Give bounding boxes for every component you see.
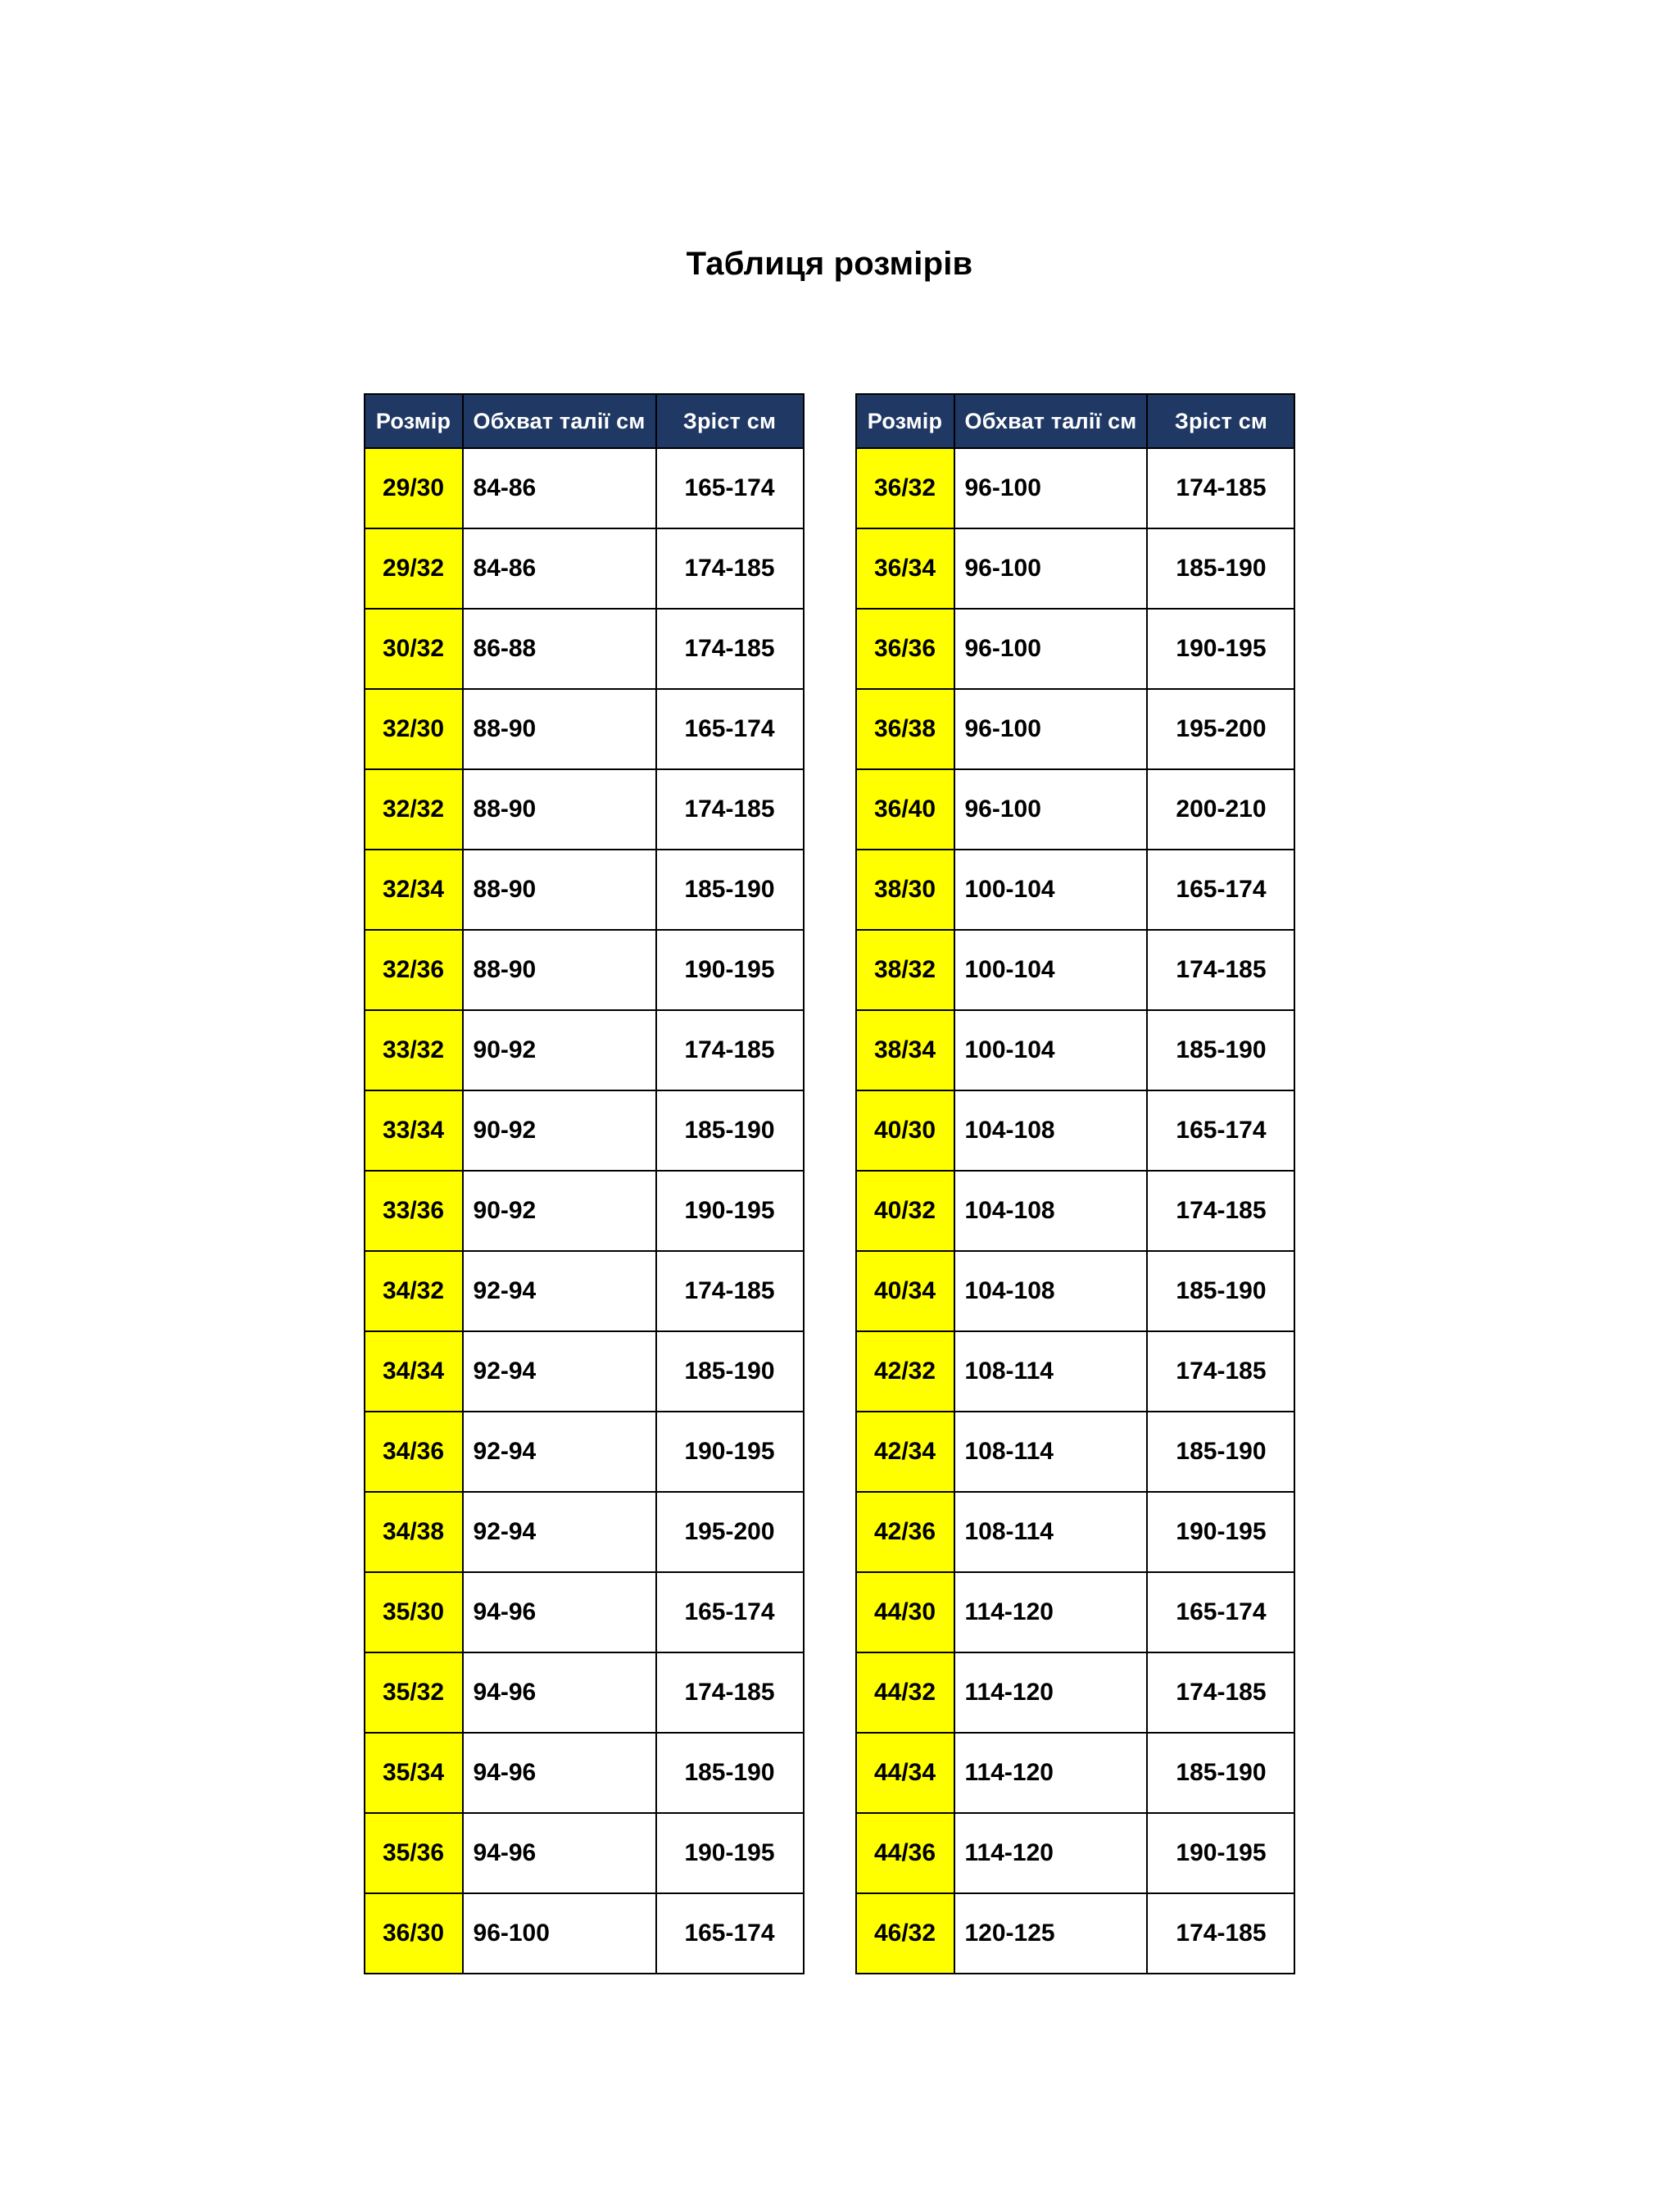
table-row	[365, 1652, 804, 1733]
cell-waist: 114-120	[954, 1813, 1148, 1893]
column-header-height: Зріст см	[1147, 394, 1294, 448]
table-row	[365, 1171, 804, 1251]
right-table-header	[856, 394, 1295, 448]
table-row	[365, 850, 804, 930]
table-row	[365, 1572, 804, 1652]
table-row	[856, 1090, 1295, 1171]
cell-waist: 108-114	[954, 1331, 1148, 1412]
cell-size: 34/38	[365, 1492, 463, 1572]
cell-height: 200-210	[1147, 769, 1294, 850]
cell-waist: 104-108	[954, 1090, 1148, 1171]
cell-height: 185-190	[656, 1733, 804, 1813]
cell-height: 190-195	[656, 1813, 804, 1893]
cell-waist: 90-92	[463, 1171, 656, 1251]
cell-height: 165-174	[656, 448, 804, 528]
table-row	[856, 1652, 1295, 1733]
table-row	[365, 1010, 804, 1090]
cell-size: 32/30	[365, 689, 463, 769]
cell-size: 44/30	[856, 1572, 954, 1652]
cell-height: 190-195	[1147, 1813, 1294, 1893]
table-row	[365, 1412, 804, 1492]
cell-size: 35/30	[365, 1572, 463, 1652]
table-row	[365, 930, 804, 1010]
cell-height: 174-185	[656, 1010, 804, 1090]
cell-height: 165-174	[1147, 850, 1294, 930]
table-row	[856, 1492, 1295, 1572]
cell-size: 36/32	[856, 448, 954, 528]
cell-size: 38/34	[856, 1010, 954, 1090]
cell-size: 34/34	[365, 1331, 463, 1412]
cell-waist: 96-100	[954, 528, 1148, 609]
table-row	[856, 930, 1295, 1010]
cell-size: 40/34	[856, 1251, 954, 1331]
cell-waist: 96-100	[463, 1893, 656, 1974]
cell-size: 29/32	[365, 528, 463, 609]
cell-size: 40/32	[856, 1171, 954, 1251]
cell-waist: 114-120	[954, 1733, 1148, 1813]
cell-size: 32/36	[365, 930, 463, 1010]
cell-size: 44/32	[856, 1652, 954, 1733]
table-row	[365, 448, 804, 528]
cell-height: 190-195	[656, 930, 804, 1010]
cell-size: 33/36	[365, 1171, 463, 1251]
cell-size: 32/32	[365, 769, 463, 850]
cell-height: 190-195	[1147, 1492, 1294, 1572]
cell-height: 190-195	[656, 1171, 804, 1251]
cell-waist: 114-120	[954, 1652, 1148, 1733]
table-row	[365, 1893, 804, 1974]
table-row	[856, 1331, 1295, 1412]
cell-height: 190-195	[1147, 609, 1294, 689]
cell-height: 165-174	[1147, 1090, 1294, 1171]
column-header-waist: Обхват талії см	[463, 394, 656, 448]
cell-size: 35/36	[365, 1813, 463, 1893]
table-row	[365, 1733, 804, 1813]
cell-height: 174-185	[656, 1652, 804, 1733]
size-tables-container	[0, 393, 1659, 1974]
cell-size: 44/34	[856, 1733, 954, 1813]
cell-height: 174-185	[1147, 1652, 1294, 1733]
cell-height: 190-195	[656, 1412, 804, 1492]
cell-size: 30/32	[365, 609, 463, 689]
cell-waist: 92-94	[463, 1492, 656, 1572]
cell-waist: 96-100	[954, 689, 1148, 769]
table-row	[856, 1412, 1295, 1492]
cell-waist: 88-90	[463, 930, 656, 1010]
cell-waist: 100-104	[954, 930, 1148, 1010]
column-header-size: Розмір	[856, 394, 954, 448]
cell-waist: 96-100	[954, 609, 1148, 689]
cell-waist: 90-92	[463, 1010, 656, 1090]
cell-height: 185-190	[656, 1090, 804, 1171]
cell-height: 185-190	[1147, 1010, 1294, 1090]
cell-size: 42/34	[856, 1412, 954, 1492]
cell-size: 33/32	[365, 1010, 463, 1090]
cell-waist: 96-100	[954, 769, 1148, 850]
table-row	[365, 528, 804, 609]
table-row	[856, 1010, 1295, 1090]
cell-height: 165-174	[656, 1893, 804, 1974]
cell-height: 185-190	[1147, 1251, 1294, 1331]
table-row	[365, 1492, 804, 1572]
cell-height: 174-185	[656, 609, 804, 689]
cell-height: 165-174	[656, 1572, 804, 1652]
cell-height: 174-185	[1147, 448, 1294, 528]
table-row	[856, 1171, 1295, 1251]
cell-waist: 84-86	[463, 448, 656, 528]
cell-height: 185-190	[1147, 1412, 1294, 1492]
cell-waist: 120-125	[954, 1893, 1148, 1974]
cell-height: 174-185	[656, 1251, 804, 1331]
cell-waist: 104-108	[954, 1171, 1148, 1251]
cell-height: 185-190	[1147, 528, 1294, 609]
cell-size: 42/36	[856, 1492, 954, 1572]
cell-size: 34/32	[365, 1251, 463, 1331]
column-header-size: Розмір	[365, 394, 463, 448]
table-row	[856, 1733, 1295, 1813]
right-size-table	[855, 393, 1296, 1974]
page-title: Таблиця розмірів	[686, 246, 973, 282]
cell-waist: 88-90	[463, 769, 656, 850]
left-table-header	[365, 394, 804, 448]
cell-waist: 94-96	[463, 1572, 656, 1652]
cell-size: 35/34	[365, 1733, 463, 1813]
cell-waist: 94-96	[463, 1733, 656, 1813]
cell-waist: 92-94	[463, 1412, 656, 1492]
right-table-body	[856, 448, 1295, 1974]
table-row	[856, 528, 1295, 609]
cell-height: 174-185	[1147, 1171, 1294, 1251]
left-size-table	[364, 393, 805, 1974]
cell-size: 42/32	[856, 1331, 954, 1412]
cell-size: 32/34	[365, 850, 463, 930]
cell-size: 38/32	[856, 930, 954, 1010]
cell-waist: 94-96	[463, 1652, 656, 1733]
cell-waist: 88-90	[463, 689, 656, 769]
cell-waist: 100-104	[954, 850, 1148, 930]
table-row	[856, 1893, 1295, 1974]
table-row	[365, 609, 804, 689]
table-header-row	[365, 394, 804, 448]
cell-size: 35/32	[365, 1652, 463, 1733]
cell-size: 34/36	[365, 1412, 463, 1492]
cell-waist: 92-94	[463, 1331, 656, 1412]
cell-size: 36/36	[856, 609, 954, 689]
table-row	[856, 609, 1295, 689]
cell-waist: 90-92	[463, 1090, 656, 1171]
table-row	[856, 769, 1295, 850]
cell-waist: 86-88	[463, 609, 656, 689]
cell-waist: 104-108	[954, 1251, 1148, 1331]
cell-size: 36/34	[856, 528, 954, 609]
cell-height: 165-174	[1147, 1572, 1294, 1652]
cell-waist: 94-96	[463, 1813, 656, 1893]
cell-waist: 96-100	[954, 448, 1148, 528]
cell-height: 174-185	[1147, 930, 1294, 1010]
table-row	[365, 769, 804, 850]
cell-size: 36/38	[856, 689, 954, 769]
table-row	[365, 1331, 804, 1412]
table-row	[365, 1090, 804, 1171]
cell-waist: 88-90	[463, 850, 656, 930]
left-table-body	[365, 448, 804, 1974]
column-header-height: Зріст см	[656, 394, 804, 448]
cell-size: 44/36	[856, 1813, 954, 1893]
table-row	[365, 1251, 804, 1331]
cell-size: 29/30	[365, 448, 463, 528]
cell-height: 174-185	[656, 769, 804, 850]
cell-waist: 84-86	[463, 528, 656, 609]
cell-waist: 108-114	[954, 1492, 1148, 1572]
table-row	[856, 1251, 1295, 1331]
cell-size: 36/30	[365, 1893, 463, 1974]
table-row	[856, 689, 1295, 769]
cell-height: 195-200	[656, 1492, 804, 1572]
table-row	[856, 1813, 1295, 1893]
table-row	[365, 1813, 804, 1893]
cell-waist: 114-120	[954, 1572, 1148, 1652]
cell-size: 40/30	[856, 1090, 954, 1171]
cell-size: 38/30	[856, 850, 954, 930]
cell-waist: 92-94	[463, 1251, 656, 1331]
cell-height: 185-190	[1147, 1733, 1294, 1813]
cell-waist: 100-104	[954, 1010, 1148, 1090]
table-row	[856, 1572, 1295, 1652]
cell-waist: 108-114	[954, 1412, 1148, 1492]
cell-size: 46/32	[856, 1893, 954, 1974]
table-header-row	[856, 394, 1295, 448]
cell-height: 195-200	[1147, 689, 1294, 769]
table-row	[856, 850, 1295, 930]
cell-height: 185-190	[656, 850, 804, 930]
cell-size: 36/40	[856, 769, 954, 850]
cell-height: 174-185	[656, 528, 804, 609]
table-row	[365, 689, 804, 769]
cell-height: 185-190	[656, 1331, 804, 1412]
cell-height: 165-174	[656, 689, 804, 769]
cell-height: 174-185	[1147, 1331, 1294, 1412]
cell-height: 174-185	[1147, 1893, 1294, 1974]
cell-size: 33/34	[365, 1090, 463, 1171]
column-header-waist: Обхват талії см	[954, 394, 1148, 448]
table-row	[856, 448, 1295, 528]
